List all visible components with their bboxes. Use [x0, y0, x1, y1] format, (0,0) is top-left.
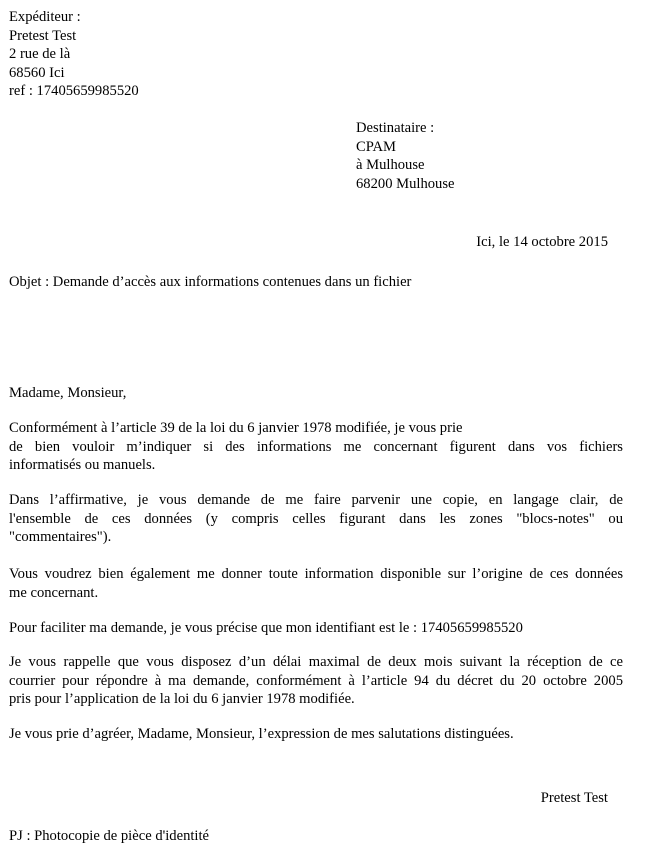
paragraph-line: informatisés ou manuels.: [9, 457, 156, 474]
paragraph-4: [9, 619, 623, 638]
paragraph-2: [9, 491, 623, 547]
paragraph-line: Je vous prie d’agréer, Madame, Monsieur, l’expression de mes salutations distinguées.: [9, 726, 514, 742]
paragraph-line: Conformément à l’article 39 de la loi du 6 janvier 1978 modifiée, je vous prie: [9, 420, 463, 436]
recipient-name: CPAM: [356, 138, 397, 155]
paragraph-line: pris pour l’application de la loi du 6 janvier 1978 modifiée.: [9, 691, 355, 708]
paragraph-line: de bien vouloir m’indiquer si des informations me concernant figurent dans vos fichiers: [9, 438, 623, 455]
paragraph-line: courrier pour répondre à ma demande, conformément à l’article 94 du décret du 20 octobre 2005: [9, 672, 623, 689]
paragraph-1: [9, 419, 623, 475]
salutation: Madame, Monsieur,: [9, 385, 127, 401]
recipient-label: Destinataire :: [356, 120, 435, 136]
recipient-street: à Mulhouse: [356, 157, 425, 174]
paragraph-line: Pour faciliter ma demande, je vous précise que mon identifiant est le : 17405659985520: [9, 620, 523, 636]
sender-street: 2 rue de là: [9, 46, 71, 63]
sender-block: [9, 8, 139, 101]
paragraph-line: l'ensemble de ces données (y compris celles figurant dans les zones "blocs-notes" ou: [9, 510, 623, 527]
paragraph-line: Vous voudrez bien également me donner toute information disponible sur l’origine de ces données: [9, 566, 623, 582]
signature: Pretest Test: [540, 790, 608, 806]
paragraph-line: Je vous rappelle que vous disposez d’un délai maximal de deux mois suivant la réception de ce: [9, 654, 623, 670]
sender-name: Pretest Test: [9, 27, 77, 44]
recipient-block: [356, 119, 455, 193]
paragraph-line: me concernant.: [9, 584, 99, 601]
attachment-note: PJ : Photocopie de pièce d'identité: [9, 828, 210, 844]
paragraph-5: [9, 653, 623, 709]
paragraph-3: [9, 565, 623, 602]
sender-label: Expéditeur :: [9, 9, 81, 25]
sender-ref: ref : 17405659985520: [9, 83, 139, 100]
recipient-city: 68200 Mulhouse: [356, 175, 455, 192]
sender-city: 68560 Ici: [9, 64, 65, 81]
paragraph-line: "commentaires").: [9, 529, 112, 546]
paragraph-6: [9, 725, 623, 744]
date-line: Ici, le 14 octobre 2015: [476, 234, 608, 250]
paragraph-line: Dans l’affirmative, je vous demande de me faire parvenir une copie, en langage clair, de: [9, 492, 623, 508]
subject-line: Objet : Demande d’accès aux informations contenues dans un fichier: [9, 274, 412, 290]
